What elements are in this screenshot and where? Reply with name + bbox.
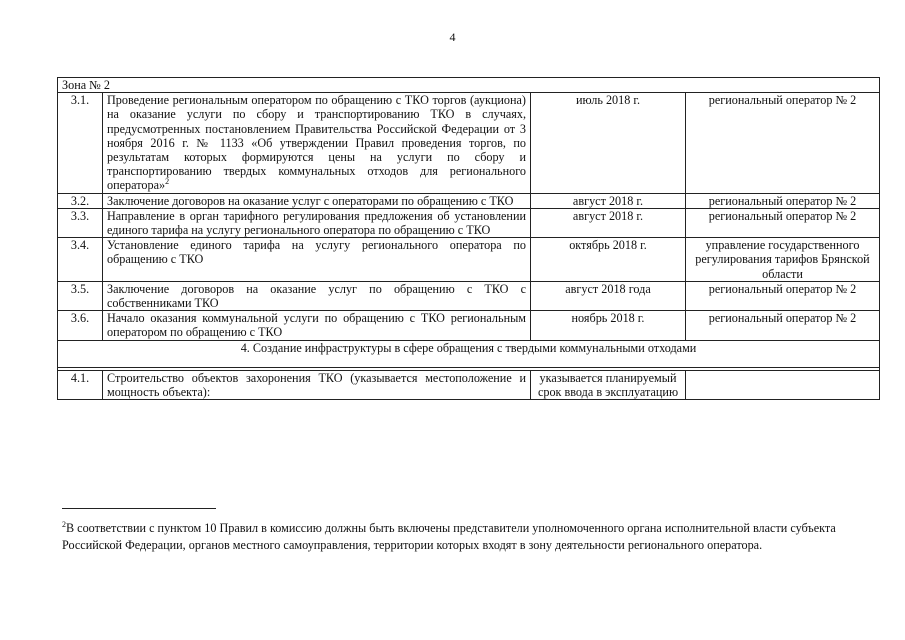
row-description: Заключение договоров на оказание услуг по обращению с ТКО с собственниками ТКО [103, 281, 531, 310]
row-responsible: региональный оператор № 2 [686, 93, 880, 193]
row-responsible: региональный оператор № 2 [686, 193, 880, 208]
row-number: 3.4. [58, 238, 103, 282]
zone-label: Зона № 2 [58, 78, 880, 93]
row-number: 3.5. [58, 281, 103, 310]
row-deadline: август 2018 года [531, 281, 686, 310]
table-row [58, 281, 880, 310]
row-description: Направление в орган тарифного регулирования предложения об установлении единого тарифа на услугу регионального оператора по обращению с ТКО [103, 208, 531, 237]
table-row [58, 311, 880, 340]
row-deadline: указывается планируемый срок ввода в эксплуатацию [531, 370, 686, 399]
row-number: 3.1. [58, 93, 103, 193]
row-number: 3.2. [58, 193, 103, 208]
row-responsible: региональный оператор № 2 [686, 208, 880, 237]
footnote-divider [62, 508, 216, 509]
footnote [62, 520, 862, 554]
section-row [58, 340, 880, 367]
row-responsible: региональный оператор № 2 [686, 311, 880, 340]
row-responsible: региональный оператор № 2 [686, 281, 880, 310]
row-description: Установление единого тарифа на услугу регионального оператора по обращению с ТКО [103, 238, 531, 282]
activity-table [57, 77, 880, 400]
footnote-mark: 2 [62, 519, 66, 529]
row-deadline: август 2018 г. [531, 193, 686, 208]
table-row [58, 238, 880, 282]
table-row [58, 93, 880, 193]
table-row [58, 193, 880, 208]
row-description: Заключение договоров на оказание услуг с операторами по обращению с ТКО [103, 193, 531, 208]
page-number: 4 [449, 30, 456, 44]
table-row [58, 370, 880, 399]
footnote-ref: 2 [165, 177, 170, 187]
row-number: 3.3. [58, 208, 103, 237]
row-description-text: Проведение региональным оператором по обращению с ТКО торгов (аукциона) на оказание услуги по сбору и транспортированию ТКО в случаях, предусмотренных постановлением Правительства Российской Федерации от 3 ноября 2016 г. № 1133 «Об утверждении Правил проведения торгов, по результатам которых формируются цены на услуги по сбору и транспортированию твердых коммунальных отходов для регионального оператора» [107, 93, 526, 193]
row-description: Начало оказания коммунальной услуги по обращению с ТКО региональным оператором по обращению с ТКО [103, 311, 531, 340]
row-deadline: ноябрь 2018 г. [531, 311, 686, 340]
row-description: Строительство объектов захоронения ТКО (указывается местоположение и мощность объекта): [103, 370, 531, 399]
zone-row [58, 78, 880, 93]
row-number: 4.1. [58, 370, 103, 399]
table-row [58, 208, 880, 237]
row-deadline: июль 2018 г. [531, 93, 686, 193]
footnote-text: В соответствии с пунктом 10 Правил в комиссию должны быть включены представители уполномоченного органа исполнительной власти субъекта Российской Федерации, органов местного самоуправления, территории которых входят в зону деятельности регионального оператора. [62, 521, 836, 552]
row-responsible: управление государственного регулирования тарифов Брянской области [686, 238, 880, 282]
row-deadline: август 2018 г. [531, 208, 686, 237]
section-title: 4. Создание инфраструктуры в сфере обращения с твердыми коммунальными отходами [58, 340, 880, 367]
row-description [103, 93, 531, 193]
row-number: 3.6. [58, 311, 103, 340]
row-deadline: октябрь 2018 г. [531, 238, 686, 282]
row-responsible [686, 370, 880, 399]
